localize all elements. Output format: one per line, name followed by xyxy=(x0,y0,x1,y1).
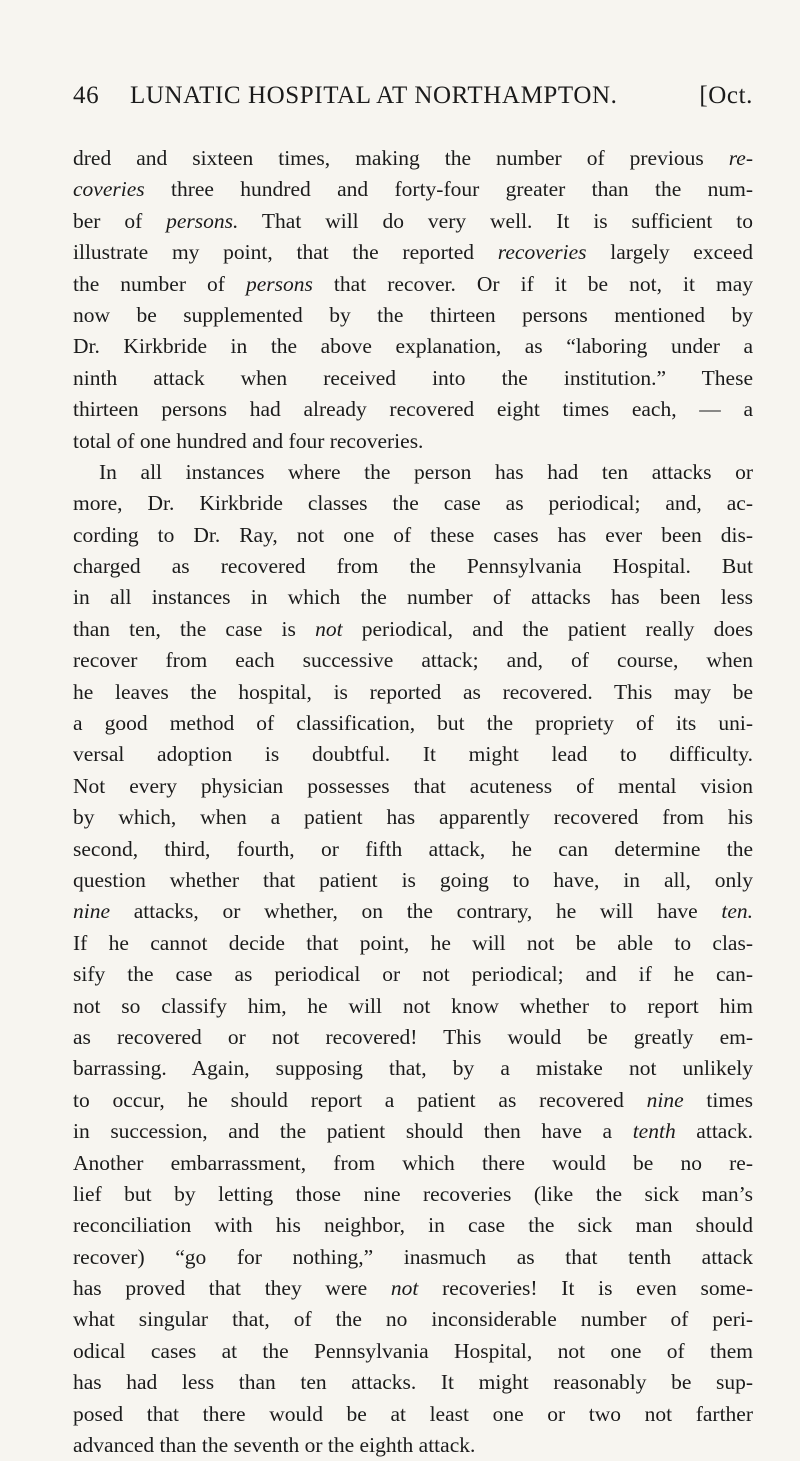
text-line xyxy=(73,896,753,927)
text-line xyxy=(73,488,753,519)
text-run: That will do very well. It is sufficient to xyxy=(238,208,753,233)
text-run: sify the case as periodical or not periodical; and if he can- xyxy=(73,962,753,987)
italic-text: not xyxy=(390,1276,419,1301)
italic-text: re- xyxy=(728,146,753,170)
running-head xyxy=(73,82,753,122)
text-run: In all instances where the person has had ten attacks or xyxy=(99,459,753,484)
text-run: versal adoption is doubtful. It might lead to difficulty. xyxy=(73,742,753,767)
text-run: he leaves the hospital, is reported as recovered. This may be xyxy=(73,679,753,704)
text-line xyxy=(73,771,753,802)
text-run: in all instances in which the number of attacks has been less xyxy=(73,585,753,610)
text-run: times xyxy=(683,1087,753,1112)
page-number: 46 xyxy=(73,82,100,109)
text-run: as recovered or not recovered! This would be greatly em- xyxy=(73,1024,753,1049)
text-run: by which, when a patient has apparently recovered from his xyxy=(73,805,753,830)
text-run: in succession, and the patient should then have a xyxy=(73,1119,633,1144)
text-line xyxy=(73,1179,753,1210)
text-run: Dr. Kirkbride in the above explanation, as “laboring under a xyxy=(73,334,753,359)
text-run: now be supplemented by the thirteen persons mentioned by xyxy=(73,302,753,327)
text-line xyxy=(73,582,753,613)
text-run: periodical, and the patient really does xyxy=(342,616,754,641)
text-run: second, third, fourth, or fifth attack, he can determine the xyxy=(73,836,753,861)
text-line xyxy=(73,677,753,708)
text-run: attacks, or whether, on the contrary, he will have xyxy=(110,899,722,924)
text-run: Not every physician possesses that acuteness of mental vision xyxy=(73,773,753,798)
italic-text: ten. xyxy=(721,899,753,924)
text-run: to occur, he should report a patient as recovered xyxy=(73,1087,647,1112)
text-run: more, Dr. Kirkbride classes the case as periodical; and, ac- xyxy=(73,491,753,516)
italic-text: nine xyxy=(73,899,111,924)
italic-text: tenth xyxy=(632,1119,676,1144)
text-line xyxy=(73,991,753,1022)
text-run: a good method of classification, but the propriety of its uni- xyxy=(73,711,753,736)
text-line xyxy=(73,614,753,645)
text-line xyxy=(73,426,753,457)
text-line xyxy=(73,331,753,362)
text-run: barrassing. Again, supposing that, by a mistake not unlikely xyxy=(73,1056,753,1081)
text-line xyxy=(73,300,753,331)
text-line xyxy=(73,959,753,990)
text-run: the number of xyxy=(73,271,246,296)
text-run: posed that there would be at least one or two not farther xyxy=(73,1401,753,1426)
text-line xyxy=(73,739,753,770)
text-line xyxy=(73,551,753,582)
text-line xyxy=(73,1336,753,1367)
italic-text: recoveries xyxy=(497,240,587,265)
text-line xyxy=(73,1148,753,1179)
text-line xyxy=(73,1273,753,1304)
text-run: has proved that they were xyxy=(73,1276,391,1301)
text-run: thirteen persons had already recovered eight times each, — a xyxy=(73,397,753,422)
text-run: not so classify him, he will not know whether to report him xyxy=(73,993,753,1018)
text-run: recoveries! It is even some- xyxy=(418,1276,753,1301)
text-line xyxy=(73,520,753,551)
italic-text: persons. xyxy=(166,208,239,233)
italic-text: persons xyxy=(245,271,313,296)
text-run: attack. xyxy=(675,1119,753,1144)
text-run: has had less than ten attacks. It might reasonably be sup- xyxy=(73,1370,753,1395)
text-line xyxy=(73,1242,753,1273)
text-run: odical cases at the Pennsylvania Hospital, not one of them xyxy=(73,1338,753,1363)
italic-text: not xyxy=(315,616,343,641)
text-line xyxy=(73,645,753,676)
text-run: question whether that patient is going to have, in all, only xyxy=(73,867,753,892)
text-line xyxy=(73,206,753,237)
text-line xyxy=(73,1210,753,1241)
text-line xyxy=(73,1304,753,1335)
text-run: charged as recovered from the Pennsylvania Hospital. But xyxy=(73,554,753,579)
body-text xyxy=(73,143,753,1461)
text-run: recover) “go for nothing,” inasmuch as that tenth attack xyxy=(73,1244,753,1269)
text-line xyxy=(73,865,753,896)
running-date: [Oct. xyxy=(699,82,753,109)
text-line xyxy=(73,1399,753,1430)
text-line xyxy=(73,1022,753,1053)
text-run: Another embarrassment, from which there would be no re- xyxy=(73,1150,753,1175)
text-line xyxy=(73,1085,753,1116)
text-run: illustrate my point, that the reported xyxy=(73,240,498,265)
text-line xyxy=(73,457,753,488)
text-run: what singular that, of the no inconsiderable number of peri- xyxy=(73,1307,753,1332)
text-line xyxy=(73,802,753,833)
text-line xyxy=(73,1430,753,1461)
text-run: If he cannot decide that point, he will not be able to clas- xyxy=(73,930,753,955)
text-run: ber of xyxy=(73,208,167,233)
text-line xyxy=(73,143,753,174)
text-run: lief but by letting those nine recoveries (like the sick man’s xyxy=(73,1181,753,1206)
text-line xyxy=(73,834,753,865)
text-run: total of one hundred and four recoveries. xyxy=(73,428,424,453)
text-line xyxy=(73,174,753,205)
text-line xyxy=(73,363,753,394)
text-run: than ten, the case is xyxy=(73,616,316,641)
text-line xyxy=(73,1053,753,1084)
text-line xyxy=(73,269,753,300)
text-run: ninth attack when received into the institution.” These xyxy=(73,365,753,390)
text-line xyxy=(73,394,753,425)
italic-text: nine xyxy=(646,1087,684,1112)
text-run: largely exceed xyxy=(586,240,753,265)
text-run: cording to Dr. Ray, not one of these cases has ever been dis- xyxy=(73,522,753,547)
text-line xyxy=(73,1116,753,1147)
text-line xyxy=(73,1367,753,1398)
text-run: that recover. Or if it be not, it may xyxy=(312,271,753,296)
text-run: dred and sixteen times, making the number of previous xyxy=(73,146,729,170)
italic-text: coveries xyxy=(73,177,145,202)
text-run: advanced than the seventh or the eighth attack. xyxy=(73,1433,476,1458)
text-run: recover from each successive attack; and, of course, when xyxy=(73,648,753,673)
text-line xyxy=(73,928,753,959)
text-run: reconciliation with his neighbor, in case the sick man should xyxy=(73,1213,753,1238)
text-line xyxy=(73,237,753,268)
text-run: three hundred and forty-four greater than the num- xyxy=(144,177,753,202)
text-line xyxy=(73,708,753,739)
running-title: LUNATIC HOSPITAL AT NORTHAMPTON. xyxy=(130,82,618,109)
